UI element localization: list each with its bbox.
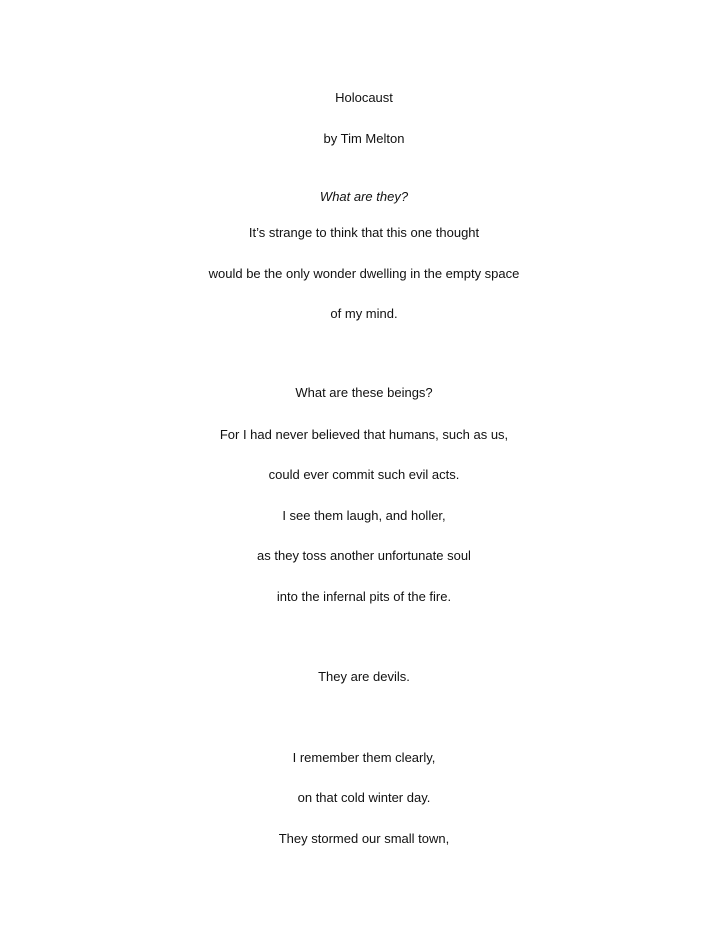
poem-line: For I had never believed that humans, such as us,: [219, 427, 509, 442]
poem-line: could ever commit such evil acts.: [268, 467, 460, 482]
poem-title: Holocaust: [335, 90, 393, 105]
poem-line: I remember them clearly,: [292, 750, 436, 765]
poem-line: It’s strange to think that this one thought: [248, 225, 480, 240]
poem-line: of my mind.: [330, 306, 398, 321]
poem-line: They stormed our small town,: [278, 831, 450, 846]
poem-line: as they toss another unfortunate soul: [257, 548, 471, 563]
poem-line: They are devils.: [318, 669, 410, 684]
poem-line: What are they?: [319, 189, 409, 204]
poem-line: I see them laugh, and holler,: [282, 508, 446, 523]
poem-line: What are these beings?: [295, 385, 433, 400]
poem-line: would be the only wonder dwelling in the empty space: [208, 266, 520, 281]
author-line: by Tim Melton: [323, 131, 405, 146]
poem-line: into the infernal pits of the fire.: [276, 589, 452, 604]
poem-line: on that cold winter day.: [297, 790, 431, 805]
